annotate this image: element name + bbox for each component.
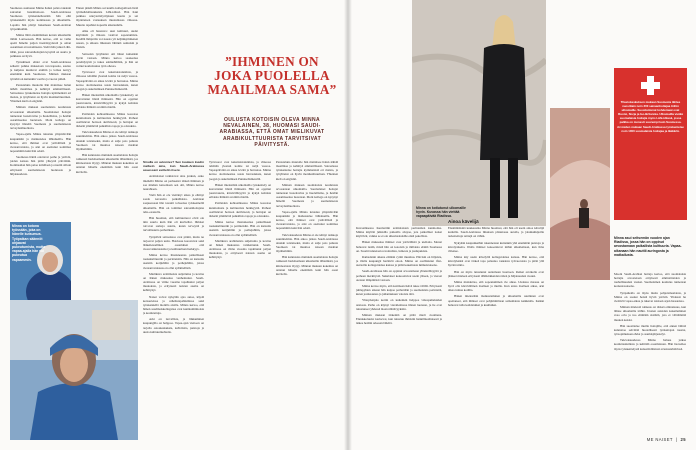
nurse-operating-room-photo bbox=[10, 300, 138, 440]
paragraph: Potilaiden kohtaamisessa Minna korostaa kunnioitusta ja kulttuurista herkkyyttä. Perheet osallistuvat hoitoon aktiivisesti, ja hoitajan on tärkeää ymmärtää paikallisia tapoja ja odotuksia. bbox=[209, 201, 271, 218]
right-column-1 bbox=[356, 226, 442, 438]
paragraph: Hän huomasi, että kulttuurierot eivät ole niin suuria kuin hän oli kuvitellut. Ihmiset toivovat samoja asioita, kuten terveyttä ja turvallisuutta perheilleen. bbox=[143, 215, 204, 233]
left-column-3 bbox=[143, 160, 204, 442]
paragraph: Minna käy usein kävelyllä kollegoidensa kanssa. Hän kertoo, että kävelylenkit ovat tärkeä tapa palautua raskaista työvuoroista ja pitää yllä hyvinvointia. bbox=[448, 255, 544, 268]
paragraph: Potilaiden kohtaamisessa Minna korostaa kunnioitusta ja kulttuurista herkkyyttä. Perheet osallistuvat hoitoon aktiivisesti, ja hoitajan on tärkeää ymmärtää paikallisia tapoja ja odotuksia. bbox=[76, 111, 138, 129]
fact-box bbox=[614, 68, 687, 220]
paragraph: Työvuorot ovat kaksitoistatuntisia, ja viikossa tehdään yleensä kolme tai neljä vuoroa. Vapaapäivinä on aikaa levätä ja harrastaa. Minna kertoo aloittaneensa uusia harrastuksia, kuten joogan ja sukeltamisen Punaisellamerellä. bbox=[209, 160, 271, 181]
paragraph: Minna muistuttaa, että sopeutuminen vie aikaa. Uudessa maassa on hyvä olla kärsivällinen itselleen ja muille. Kun antaa itselleen aikaa, arki alkaa tuntua kodilta. bbox=[448, 279, 544, 293]
paragraph: Minna kertoo myös, että kotimaan ikävä iskee välillä. Erityisesti juhlapyhien aikaan hän kaipaa perhettään ja suomalaisia perinteitä, kuten joulusaunaa ja juhannuksen valoisia öitä. bbox=[356, 283, 442, 297]
paragraph: Minna kertoo ihastuneensa paikalliseen ruokakulttuuriin ja perinteisiin. Hän on kutsuttu useisiin kotijuhliin ja perhejuhliin, joissa vieraanvaraisuus on ollut sydämellistä. bbox=[143, 253, 204, 270]
photo-caption: Minna on kotiutunut ulkomaille hyvin. Kuvassa hän viettää vapaapäivää Riadissa. bbox=[416, 206, 466, 219]
paragraph: Tulevaisuudessa Minna haluaa jatkaa kouluttautumista ja kehittää osaamistaan. Hän haaveilee myös työskentelystä kansainvälisissä avustustehtävissä. bbox=[614, 338, 686, 351]
paragraph: Yhteydenpito kotiin on kuitenkin helppoa videopuheluiden ansiosta. Perhe on käynyt vierailemassa hänen luonaan, ja he ovat tutustuneet yhdessä maan nähtävyyksiin. bbox=[356, 298, 442, 311]
paragraph: Ennen pitkää Minna sai kuulla kollegoiltaan lisää työmahdollisuuksista Lähi-idässä. Hän haki paikkaa rekrytointiyrityksen kautta ja sai myönteisen vastauksen muutamassa viikossa. Muutto tapahtui nopealla aikataululla. bbox=[76, 6, 138, 27]
page-number: 25 bbox=[680, 437, 686, 442]
article-lede: OULUSTA KOTOISIN OLEVA MINNA NEVALAINEN, 38, HUOMASI SAUDI-ARABIASSA, ETTÄ OMAT MIELIKUVAT ARABIKULTTUURISTA TARVITSIVAT PÄIVITYSTÄ. bbox=[219, 117, 325, 148]
paragraph: Minnan mielestä rohkeus on tärkeä ominaisuus, kun lähtee ulkomaille töihin. Uusien asioiden kokeileminen avaa ovia ja tuo elämään sisältöä, jota ei välttämättä muuten kokisi. bbox=[614, 305, 686, 322]
paragraph: Hänen mielestään ulkomailla työskentely on kasvattanut häntä ihmisenä. Hän on oppinut joustavuutta, kärsivällisyyttä ja kykyä kohdata erilaisia ihmisiä avoimin mielin. bbox=[76, 92, 138, 110]
paragraph: Mielikuva arabimaista suljettuina ja kovina on hänen mukaansa vanhentunut. Saudi-Arabiassa on viime vuosina tapahtunut paljon muutoksia, ja erityisesti naisten asema on kehittynyt. bbox=[143, 271, 204, 293]
paragraph: Naiset voivat nykyään ajaa autoa, käydä konserteissa ja urheilutapahtumissa sekä työskennellä monilla aloilla. Minna kertoo, että hänen saudinaiskollegansa ovat kunnianhimoisia ja koulutettuja. bbox=[143, 294, 204, 316]
paragraph: Arki on turvallista, ja liikkuminen kaupungilla on helppoa. Vapaa-ajan viettoon on tarjolla ostoskeskuksia, kahviloita, puistoja ja uusia kulttuurikohteita. bbox=[143, 317, 204, 334]
right-column-3 bbox=[614, 272, 686, 432]
left-column-5 bbox=[276, 160, 338, 442]
page-folio: ME NAISET | 25 bbox=[646, 437, 686, 442]
paragraph: Minnan mukaan suomalaista koulutusta arvostetaan ulkomailla. Suomalaiset hoitajat tunnetaan luotettavina ja huolellisina, ja heidän osaamiseensa luotetaan. Moni kollega on kysynyt häneltä Suomesta ja suomalaisesta terveydenhuollosta. bbox=[10, 105, 71, 131]
paragraph: Vapaa-ajalla Minna tutustuu ympäröivään kaupunkiin ja matkustelee lähialueilla. Hän kertoo, että ihmiset ovat ystävällisiä ja vieraanvaraisia, ja arki on asettunut uomiinsa nopeammin kuin hän odotti. bbox=[10, 132, 71, 153]
paragraph: Nykyään kaupunkeihin rakennetaan kuitenkin yhä enemmän puistoja ja kävelyalueita. Illalla ihmiset kokoontuvat niihin ulkoilemaan, kun ilma viilenee. bbox=[448, 240, 544, 253]
paragraph: Työvuorot ovat kaksitoistatuntisia, ja viikossa tehdään yleensä kolme tai neljä vuoroa. Vapaapäivinä on aikaa levätä ja harrastaa. Minna kertoo aloittaneensa uusia harrastuksia, kuten joogan ja sukeltamisen Punaisellamerellä. bbox=[76, 70, 138, 91]
paragraph: Mooni Saudi-Arabian hoitaja kertoo, että suomalaisia hoitajia arvostetaan erityisesti ammattitaidon ja rauhallisuuden vuoksi. Suomalainen koulutus tunnetaan korkeatasoisena. bbox=[614, 272, 686, 289]
article-headline: ”IHMINEN ON JOKA PUOLELLA MAAILMAA SAMA” bbox=[207, 54, 337, 97]
paragraph: Suomessa häntä odottavat perhe ja ystävät, joiden kanssa hän pitää yhteyttä päivittäin. Kotimaahan hän palaa lomillaan ja nauttii silloin erityisesti suomalaisesta luonnosta ja hiljaisuudesta. bbox=[10, 155, 71, 176]
paragraph: Ramadanin aikana elämän rytmi muuttuu. Päivisin on hiljaista, ja illalla kaupungit heräävät eloon. Minna on osallistunut iftar-aterioille kollegoidensa kanssa ja pitää kokemusta ikimuistoisena. bbox=[356, 254, 442, 268]
paragraph: Hän suosittelee muille hoitajille, että ennen lähtöä kannattaa selvittää huolellisesti työnantajan taustat, työsopimuksen ehdot ja asumisjärjestelyt. bbox=[614, 323, 686, 337]
section-heading: Ainoa kävelijä bbox=[448, 219, 479, 224]
minna-portrait-photo bbox=[412, 0, 546, 226]
paragraph: Minna lähti ensimmäisen kerran ulkomaille töihin Lontooseen. Hän kertoo, että se vaihe opetti hänelle paljon itsenäisyydestä ja oman osaamisen arvostamisesta. Sieltä hän jatkoi Lähi-itään, jossa sairaanhoitajien kysyntä on suurta ja palkkaus on hyvä. bbox=[10, 32, 71, 58]
paragraph: Saudi-Arabiassa hän on oppinut arvostamaan yhteisöllisyyttä ja perheen merkitystä. Sukulaiset kokoontuvat usein yhteen, ja vieraat otetaan lämpimästi vastaan. bbox=[356, 269, 442, 282]
left-column-2 bbox=[76, 6, 138, 298]
paragraph: Hän kannustaa muitakin suomalaisia hoitajia rohkeasti harkitsemaan ulkomaille lähtemistä, jos kiinnostusta löytyy. Minnan mukaan kokemus on antanut hänelle enemmän kuin hän osasi kuvitella. bbox=[76, 153, 138, 174]
fact-box-text: Tilastokeskuksen mukaan Suomesta lähtee vuosittain noin 300 sairaanhoitajaa töihin ulkomaille. Suosituimmat kohdemaat ovat Ruotsi, Norja ja Iso-Britannia. Ulkomailla vietää suomalaisia hoitajia myös Lähi-idässä, jossa palkka on monesti suurempi kuin Suomessa. Arvioiden mukaan Saudi-Arabiassa työskentelee noin 1000 suomalaista hoitajaa ja lääkäriä. bbox=[617, 100, 684, 133]
paragraph: Hänen mielestään ulkomailla työskentely on kasvattanut häntä ihmisenä. Hän on oppinut joustavuutta, kärsivällisyyttä ja kykyä kohdata erilaisia ihmisiä avoimin mielin. bbox=[209, 182, 271, 200]
paragraph: Työpaikalla on myös muita pohjoismaalaisia, ja Minna on saanut heistä hyviä ystäviä. Yhdessä he viettävät vapaa-aikaa ja tukevat toisiaan arjen haasteissa. bbox=[614, 290, 686, 303]
paragraph: Minnan mukaan tärkeintä on pitää mieli avoimena. Ennakkoluulot karisevat, kun tutustuu ihmisiin henkilökohtaisesti ja näkee heidän arkeaan läheltä. bbox=[356, 312, 442, 326]
paragraph: Hänen mukaansa ihmiset ovat ystävällisiä ja uteliaita. Monet haluavat tietää, mistä hän on kotoisin ja millaista elämä Suomessa on. Suomi tunnetaan revontulista, lumesta ja joulupukista. bbox=[356, 240, 442, 253]
paragraph: Työpäivät sairaalassa ovat pitkiä, mutta ne tarjoavat paljon uutta. Hoidossa korostuvat sekä lääketieteellinen osaaminen että vuorovaikutustaidot ja kulttuurinen herkkyys. bbox=[143, 234, 204, 251]
right-column-2 bbox=[448, 218, 544, 438]
left-column-1 bbox=[10, 6, 71, 221]
magazine-name: ME NAISET bbox=[646, 437, 673, 442]
paragraph: Tulevaisuudesta Minna ei ole tehnyt tarkkoja suunnitelmia. Hän aikoo jatkaa Saudi-Arabiassa ainakin toistaiseksi, mutta ei sulje pois paluuta Suomeen tai muuttoa toiseen maahan myöhemmin. bbox=[76, 130, 138, 151]
paragraph: Minna kertoo ihastuneensa paikalliseen ruokakulttuuriin ja perinteisiin. Hän on kutsuttu useisiin kotijuhliin ja perhejuhliin, joissa vieraanvaraisuus on ollut sydämellistä. bbox=[209, 220, 271, 237]
left-column-4 bbox=[209, 160, 271, 442]
paragraph: Hän on myös tutustunut autiomaan luontoon. Retket aavikolle ovat jääneet mieleen erityisesti tähtikirkkaiden öiden ja hiljaisuuden vuoksi. bbox=[448, 269, 544, 278]
paragraph: Alku oli haastava: uusi kulttuuri, uudet käytännöt ja ilmasto vaativat sopeutumista. Kesällä lämpötila voi nousta yli neljänkymmenen asteen, ja ulkona liikutaan lähinnä aamuisin ja iltaisin. bbox=[76, 28, 138, 50]
paragraph: Hän kannustaa muitakin suomalaisia hoitajia rohkeasti harkitsemaan ulkomaille lähtemistä, jos kiinnostusta löytyy. Minnan mukaan kokemus on antanut hänelle enemmän kuin hän osasi kuvitella. bbox=[276, 255, 338, 276]
intro-paragraph: Sinulla on aviomies? Sen kuuleen kuulin melkein aina, kun Saudi-Arabiassa asuessani esittelin itseni. bbox=[143, 160, 204, 173]
desert-rock-illustration bbox=[550, 108, 610, 280]
paragraph: Ensimmäisinä kuukausina Minna huomasi, että hän oli usein ainoa kävelijä kaduilla. Saudi-Arabiassa liikutaan pääasiassa autolla, ja jalankulkijoille tarkoitettuja reittejä on vähän. bbox=[448, 226, 544, 239]
paragraph: Sairaalan työyhteisö otti hänet kuitenkin hyvin vastaan. Minna kertoo saaneensa perehdytystä ja tukea esimiehiltään, ja hän on voinut kouluttautua työn ohessa. bbox=[76, 51, 138, 69]
paragraph: Tulevaisuudesta Minna ei ole tehnyt tarkkoja suunnitelmia. Hän aikoo jatkaa Saudi-Arabiassa ainakin toistaiseksi, mutta ei sulje pois paluuta Suomeen tai muuttoa toiseen maahan myöhemmin. bbox=[276, 232, 338, 254]
page-gutter bbox=[344, 0, 352, 450]
nurse-portrait-illustration bbox=[10, 300, 138, 440]
paragraph: Kuvaamisessa huomattiin arabialaisten perinteiden kunnioitus. Minna käyttää julkisilla paikoilla abayaa, jota paikalliset naiset käyttävät, vaikka se ei ole ulkomaalaisille enää pakollista. bbox=[356, 226, 442, 239]
paragraph: Hänen mielestään matkustaminen ja ulkomailla asuminen ovat opettaneet, että ihmiset ovat pohjimmiltaan samanlaisia kaikkialla. Kaikki haluavat tulla kohdatuiksi ja kuulluiksi. bbox=[448, 294, 544, 307]
paragraph: Arabialaiset tarkistavat aina jonkun, onko miehellä Minna on perheensä tärkeä ihminen ja saa miehen katsomaan sen ohi, Minna kertoo naurahtaen. bbox=[143, 174, 204, 191]
paragraph: Perusteluna muutolle hän mainitsee halun nähdä maailmaa ja kehittyä ammatillisesti. Sairaalassa työskentelee hoitajia kymmenistä eri maista, ja työyhteisö on hyvin monikulttuurinen. Yhteinen kieli on englanti. bbox=[276, 160, 338, 181]
photo-caption: Minna on kotona työssään, joka on hänelle kutsumus. Työpaikan säännöt ohjaavat pukeutumista, mutta vapaa-ajalla hän voi pukeutua vapaammin. bbox=[12, 224, 46, 262]
paragraph: Minnan mukaan suomalaista koulutusta arvostetaan ulkomailla. Suomalaiset hoitajat tunnetaan luotettavina ja huolellisina, ja heidän osaamiseensa luotetaan. Moni kollega on kysynyt häneltä Suomesta ja suomalaisesta terveydenhuollosta. bbox=[276, 182, 338, 208]
paragraph: Vielä hän ei ole viettänyt aikaa ja ehtinyt saada kavereita paikallisista. Arabiaan saapuessaan hän toteutti toiveensa työskennellä ulkomailla. Hän on toiminut sairaanhoitajana teho-osastolla. bbox=[143, 193, 204, 214]
nurse-photo-inset bbox=[10, 222, 71, 300]
paragraph: Perusteluna muutolle hän mainitsee halun nähdä maailmaa ja kehittyä ammatillisesti. Sairaalassa työskentelee hoitajia kymmenistä eri maista, ja työyhteisö on hyvin monikulttuurinen. Yhteinen kieli on englanti. bbox=[10, 82, 71, 104]
paragraph: Mielikuva arabimaista suljettuina ja kovina on hänen mukaansa vanhentunut. Saudi-Arabiassa on viime vuosina tapahtunut paljon muutoksia, ja erityisesti naisten asema on kehittynyt. bbox=[209, 238, 271, 260]
woman-portrait-illustration bbox=[412, 0, 546, 226]
paragraph: Työsuhteen ehdot ovat Saudi-Arabiassa selkeät: palkka maksetaan verovapaana, asunto ja kuljetus kuuluvat etuihin ja lomaa kertyy enemmän kuin Suomessa. Minnan mukaan työtahti on kuitenkin vaativa ja vuorot pitkiä. bbox=[10, 59, 71, 81]
desert-photo-caption: Minna asui seitsemän vuoden ajan Riadissa, jossa hän on oppinut arvostamaan paikallista kulttuuria. Vapaa-aikanaan hän nauttii auringosta ja matkailusta. bbox=[614, 236, 682, 257]
paragraph: Vapaa-ajalla Minna tutustuu ympäröivään kaupunkiin ja matkustelee lähialueilla. Hän kertoo, että ihmiset ovat ystävällisiä ja vieraanvaraisia, ja arki on asettunut uomiinsa nopeammin kuin hän odotti. bbox=[276, 209, 338, 231]
desert-photo bbox=[550, 108, 610, 280]
paragraph: Suomessa asuttuaan Minna halusi palata takaisin sairaalan lastenhoitoon. Saudi-Arabiassa Suomessa työskennellessään hän ehti työskennellä myös kotimaassa ja ulkomailla. Lopulta hän päätyi hakemaan Saudi-Arabian työpaikkoihin. bbox=[10, 6, 71, 31]
medical-cross-icon bbox=[641, 76, 660, 95]
